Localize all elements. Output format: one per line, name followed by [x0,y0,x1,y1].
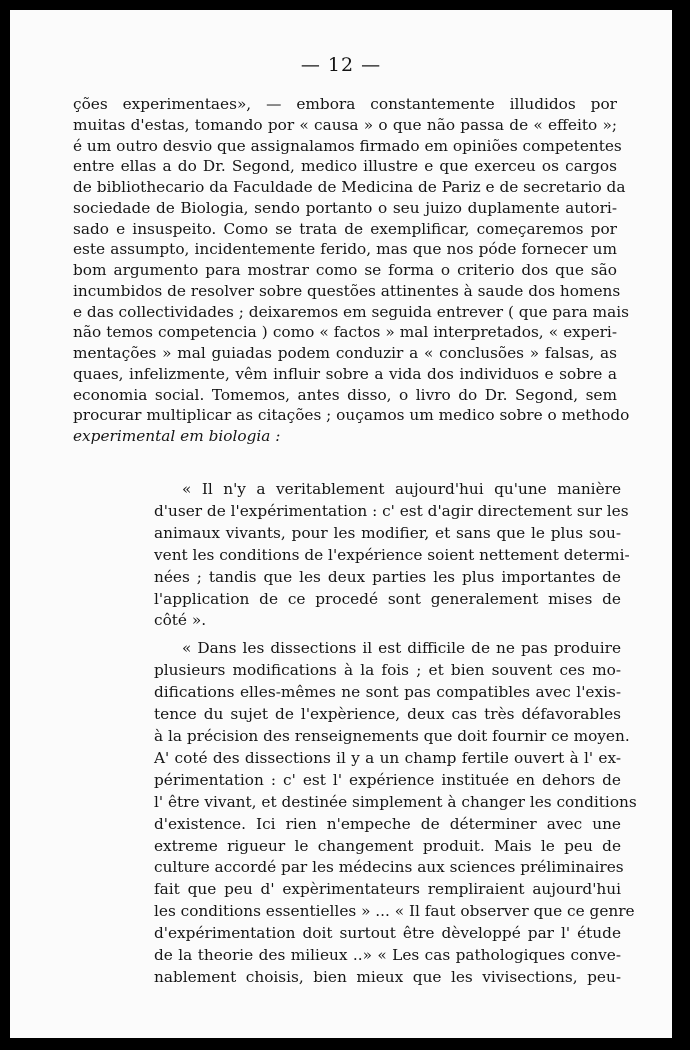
quote-line: vent les conditions de l'expérience soient nettement determi- [154,545,630,564]
body-line: de bibliothecario da Faculdade de Medicina de Pariz e de secretario da [73,178,626,196]
quote-line: l' être vivant, et destinée simplement à changer les conditions [154,792,637,811]
quote-line: animaux vivants, pour les modifier, et sans que le plus sou- [154,523,621,542]
quote-line: « Il n'y a veritablement aujourd'hui qu'une manière [182,480,621,498]
body-line: procurar multiplicar as citações ; ouçamos um medico sobre o methodo [73,406,630,425]
quote-line: nablement choisis, bien mieux que les vivisections, peu- [154,967,621,986]
quote-line: d'user de l'expérimentation : c' est d'agir directement sur les [154,501,629,520]
quote-line: fait que peu d' expèrimentateurs rempliraient aujourd'hui [154,880,621,899]
body-line: quaes, infelizmente, vêm influir sobre a vida dos individuos e sobre a [73,364,617,383]
body-line: mentações » mal guiadas podem conduzir a « conclusões » falsas, as [73,344,617,362]
quote-line: A' coté des dissections il y a un champ fertile ouvert à l' ex- [154,748,621,767]
quote-line: difications elles-mêmes ne sont pas compatibles avec l'exis- [154,683,621,702]
quote-line: « Dans les dissections il est difficile de ne pas produire [182,639,621,658]
quote-line: de la theorie des milieux ..» « Les cas pathologiques conve- [154,946,621,965]
body-line: é um outro desvio que assignalamos firmado em opiniões competentes [73,136,622,155]
body-line: ções experimentaes», — embora constantemente illudidos por [73,95,617,113]
quote-line: d'expérimentation doit surtout être dèveloppé par l' étude [154,924,621,943]
body-line: não temos competencia ) como « factos » mal interpretados, « experi- [73,323,617,342]
quote-line: les conditions essentielles » ... « Il faut observer que ce genre [154,902,635,921]
quote-line: culture accordé par les médecins aux sciences préliminaires [154,858,624,877]
quote-line: à la précision des renseignements que doit fournir ce moyen. [154,726,630,745]
body-line: este assumpto, incidentemente ferido, mas que nos póde fornecer um [73,240,617,259]
quote-line: extreme rigueur le changement produit. Mais le peu de [154,836,621,855]
body-line: economia social. Tomemos, antes disso, o livro do Dr. Segond, sem [73,385,617,404]
body-line: bom argumento para mostrar como se forma o criterio dos que são [73,261,617,279]
quote-line: côté ». [154,611,207,630]
body-line: entre ellas a do Dr. Segond, medico illustre e que exerceu os cargos [73,157,617,176]
book-page [10,10,672,1038]
page-number: — 12 — [300,54,382,76]
body-line: sado e insuspeito. Como se trata de exemplificar, começaremos por [73,219,617,238]
body-line: e das collectividades ; deixaremos em seguida entrever ( que para mais [73,302,629,321]
body-line: incumbidos de resolver sobre questões attinentes à saude dos homens [73,281,621,300]
quote-line: d'existence. Ici rien n'empeche de déterminer avec une [154,814,621,833]
quote-line: plusieurs modifications à la fois ; et bien souvent ces mo- [154,661,621,680]
body-paragraph [73,94,630,447]
quote-line: nées ; tandis que les deux parties les plus importantes de [154,567,621,586]
body-line: muitas d'estas, tomando por « causa » o que não passa de « effeito »; [73,115,617,134]
block-quote [154,479,637,989]
body-line: sociedade de Biologia, sendo portanto o seu juizo duplamente autori- [73,198,617,217]
quote-line: périmentation : c' est l' expérience instituée en dehors de [154,770,621,789]
quote-line: l'application de ce procedé sont generalement mises de [154,589,621,608]
body-line: experimental em biologia : [73,427,281,445]
quote-line: tence du sujet de l'expèrience, deux cas très défavorables [154,705,621,724]
